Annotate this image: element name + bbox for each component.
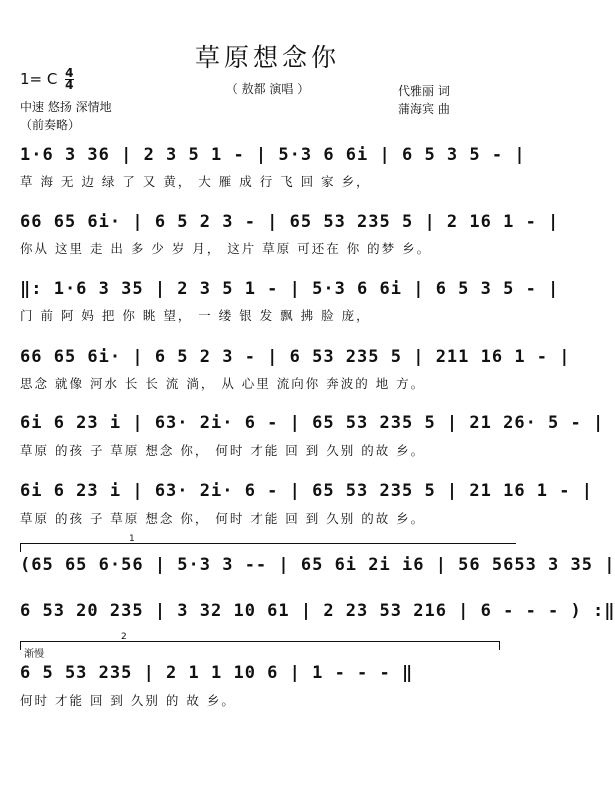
- notation-row: 6 53 20 235 | 3 32 10 61 | 2 23 53 216 | 6 - - - ) :‖: [20, 601, 615, 621]
- notation-row: 66 65 6i· | 6 5 2 3 - | 65 53 235 5 | 2 16 1 - |: [20, 212, 560, 232]
- notation-row: (65 65 6·56 | 5·3 3 -- | 65 6i 2i i6 | 56 5653 3 35 |: [20, 555, 615, 575]
- notation-row: 6 5 53 235 | 2 1 1 10 6 | 1 - - - ‖: [20, 663, 414, 683]
- lyric-row: 门 前 阿 妈 把 你 眺 望， 一 缕 银 发 飘 拂 脸 庞，: [20, 308, 371, 323]
- song-title: 草原想念你: [194, 43, 340, 72]
- time-denominator: 4: [65, 78, 74, 92]
- lyric-row: 你从 这里 走 出 多 少 岁 月， 这片 草原 可还在 你 的梦 乡。: [20, 241, 432, 256]
- lyric-row: 草 海 无 边 绿 了 又 黄， 大 雁 成 行 飞 回 家 乡，: [20, 174, 371, 189]
- notation-row: 66 65 6i· | 6 5 2 3 - | 6 53 235 5 | 211 16 1 - |: [20, 347, 571, 367]
- notation-row: ‖: 1·6 3 35 | 2 3 5 1 - | 5·3 6 6i | 6 5 3 5 - |: [20, 279, 560, 299]
- notation-row: 6i 6 23 i | 63· 2i· 6 - | 65 53 235 5 | 21 16 1 - |: [20, 481, 593, 501]
- lyric-row: 草原 的孩 子 草原 想念 你， 何时 才能 回 到 久别 的故 乡。: [20, 511, 426, 526]
- tempo-marking: 中速 悠扬 深情地: [20, 100, 112, 114]
- volta-number-1: 1: [129, 534, 135, 544]
- key-label: 1= C: [20, 70, 58, 88]
- volta-bracket-1: [20, 534, 516, 552]
- notation-row: 1·6 3 36 | 2 3 5 1 - | 5·3 6 6i | 6 5 3 5 - |: [20, 145, 526, 165]
- key-signature: [20, 68, 74, 91]
- ritardando-marking: 渐慢: [24, 649, 44, 660]
- lyric-row: 思念 就像 河水 长 长 流 淌， 从 心里 流向你 奔波的 地 方。: [20, 376, 426, 391]
- lyric-row: 何时 才能 回 到 久别 的 故 乡。: [20, 693, 236, 708]
- time-numerator: 4: [65, 66, 74, 80]
- lyric-row: 草原 的孩 子 草原 想念 你， 何时 才能 回 到 久别 的故 乡。: [20, 443, 426, 458]
- intro-note: （前奏略）: [20, 118, 81, 132]
- notation-row: 6i 6 23 i | 63· 2i· 6 - | 65 53 235 5 | 21 26· 5 - |: [20, 413, 605, 433]
- composer-credit: 蒲海宾 曲: [398, 102, 450, 116]
- time-signature: [65, 68, 73, 91]
- lyricist-credit: 代雅丽 词: [398, 84, 450, 98]
- singer-credit: （ 敖都 演唱 ）: [225, 82, 310, 96]
- volta-bracket-2: [20, 632, 500, 650]
- volta-number-2: 2: [121, 632, 127, 642]
